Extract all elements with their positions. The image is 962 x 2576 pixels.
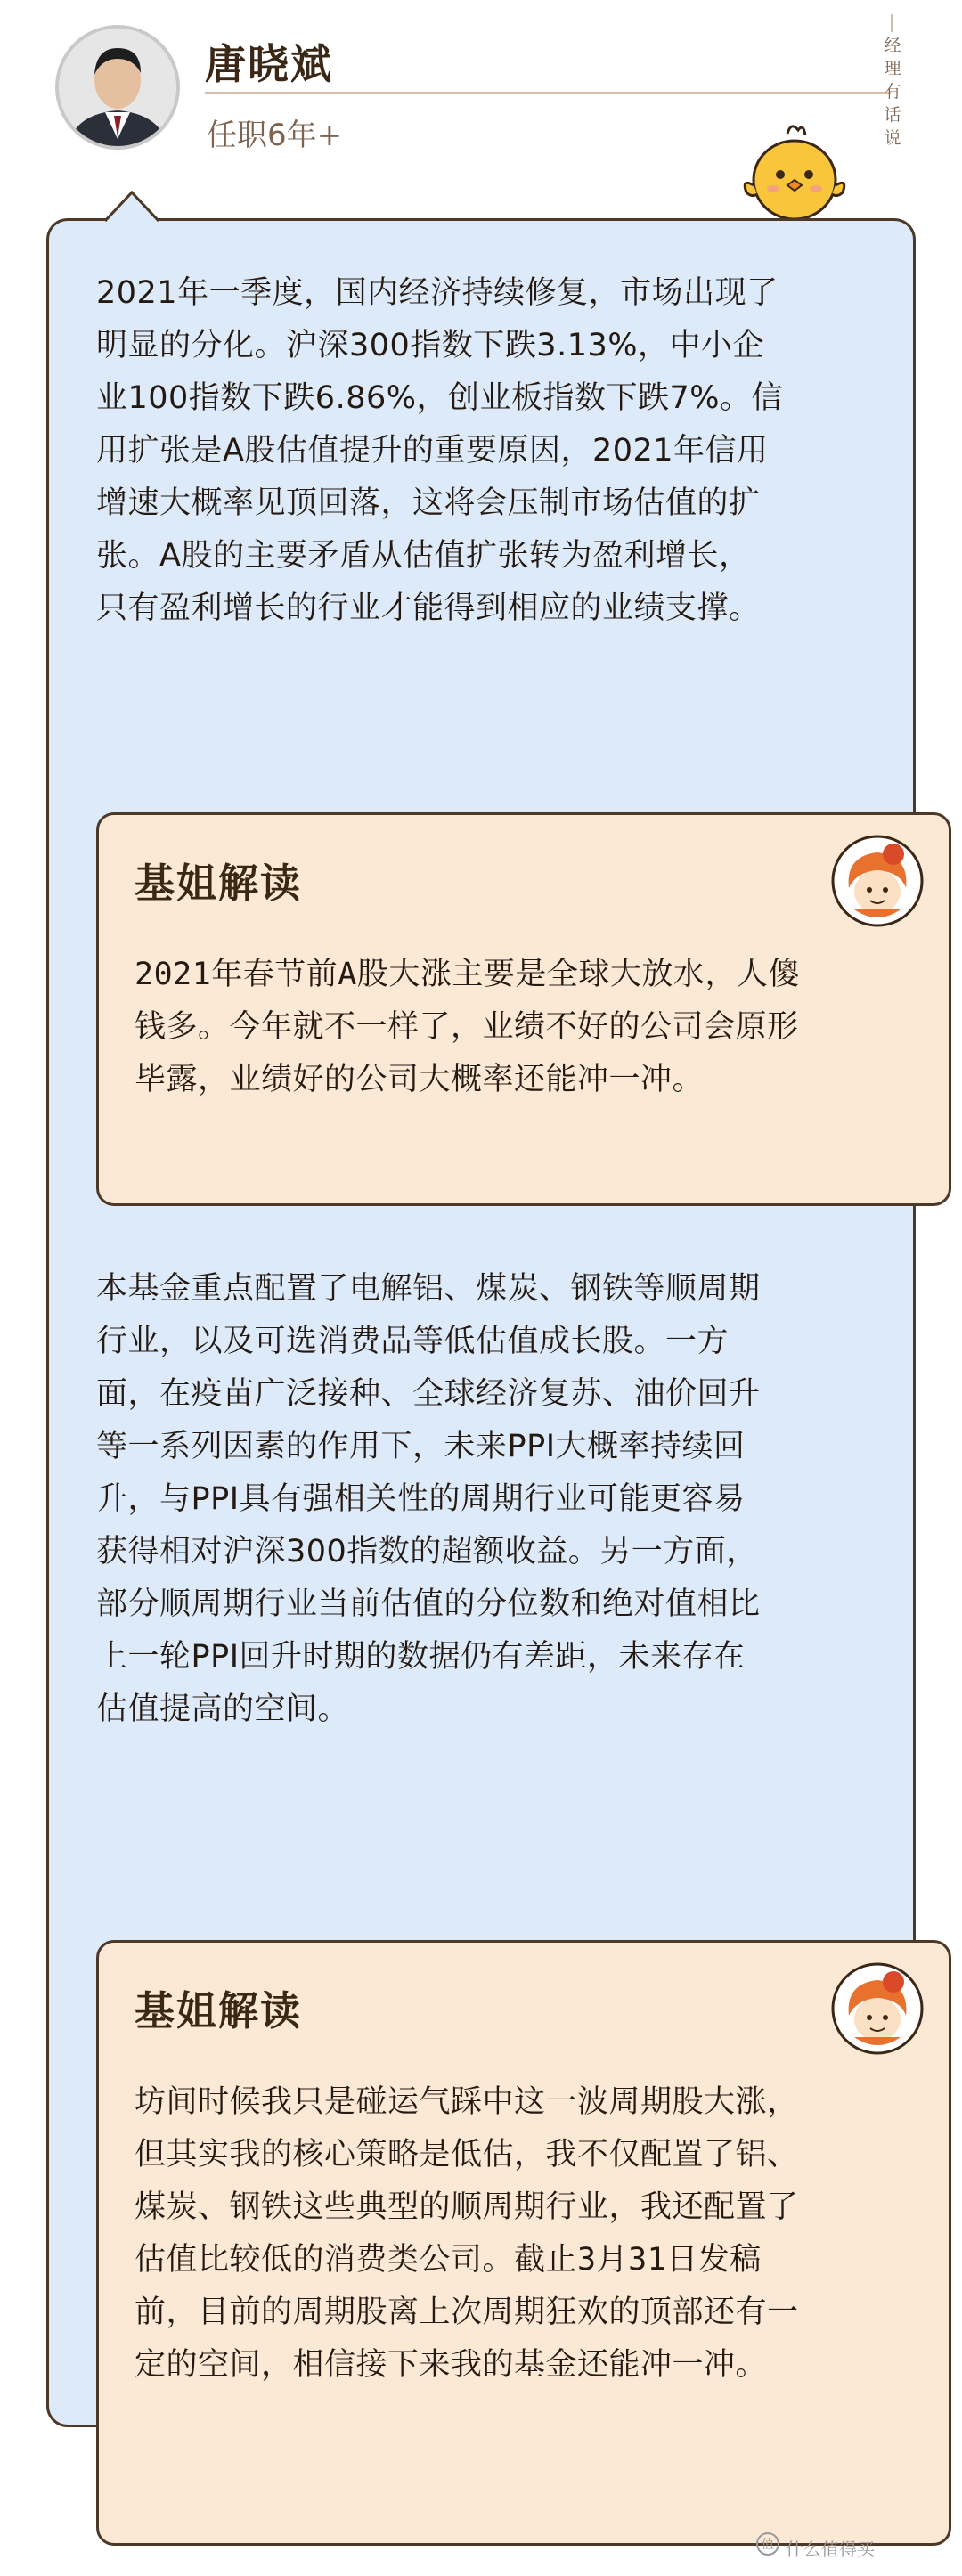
jijie-avatar-icon [829,833,925,929]
interpretation-card-2 [96,1940,951,2546]
avatar [55,25,180,150]
author-name: 唐晓斌 [205,40,333,88]
watermark-text: 什么值得买 [786,2539,875,2560]
svg-text:值: 值 [762,2538,774,2552]
jijie-avatar-icon [829,1961,925,2057]
interpretation-card-1 [96,812,951,1206]
interpretation-text: 坊间时候我只是碰运气踩中这一波周期股大涨， 但其实我的核心策略是低估，我不仅配置了铝、 煤炭、钢铁这些典型的顺周期行业，我还配置了 估值比较低的消费类公司。截止3月31日发稿 前，目前的周期股离上次周期狂欢的顶部还有一 定的空间，相信接下来我的基金还能冲一冲。 [135,2084,799,2383]
interpretation-title: 基姐解读 [135,860,303,907]
interpretation-text: 2021年春节前A股大涨主要是全球大放水，人傻 钱多。今年就不一样了，业绩不好的公司会原形 毕露，业绩好的公司大概率还能冲一冲。 [135,957,800,1097]
comment-paragraph-1: 2021年一季度，国内经济持续修复，市场出现了 明显的分化。沪深300指数下跌3.13%，中小企 业100指数下跌6.86%，创业板指数下跌7%。信 用扩张是A股估值提升的重要原因，2021年信用 增速大概率见顶回落，这将会压制市场估值的扩 张。A股的主要矛盾从估值扩张转为盈利增长， 只有盈利增长的行业才能得到相应的业绩支撑。 [96,275,784,626]
comment-paragraph-2: 本基金重点配置了电解铝、煤炭、钢铁等顺周期 行业，以及可选消费品等低估值成长股。一方 面，在疫苗广泛接种、全球经济复苏、油价回升 等一系列因素的作用下，未来PPI大概率持续回 升，与PPI具有强相关性的周期行业可能更容易 获得相对沪深300指数的超额收益。另一方面， 部分顺周期行业当前估值的分位数和绝对值相比 上一轮PPI回升时期的数据仍有差距，未来存在 估值提高的空间。 [96,1271,761,1727]
chick-mascot-icon [738,121,852,226]
author-tenure: 任职6年+ [207,118,343,153]
section-label-line [891,14,893,32]
name-divider [205,92,891,94]
header [0,0,962,178]
avatar-portrait [59,29,176,146]
section-label: 经理有话说 [884,36,901,148]
interpretation-title: 基姐解读 [135,1987,303,2034]
speech-bubble-tail [105,190,159,222]
watermark-logo-icon [755,2531,780,2556]
